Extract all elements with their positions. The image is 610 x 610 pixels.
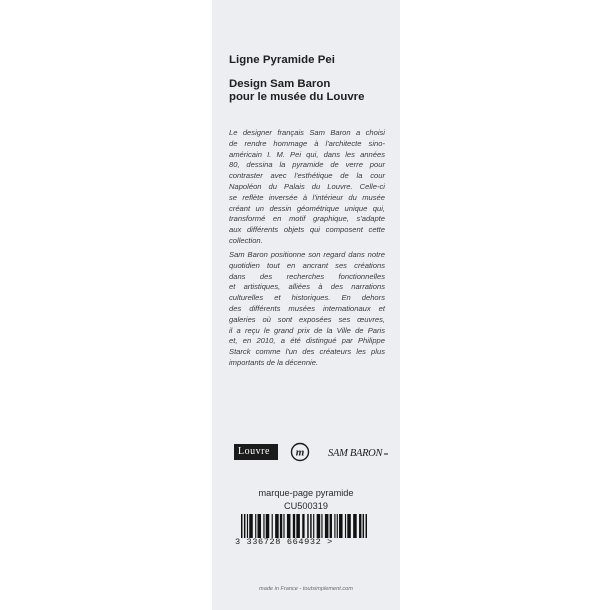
barcode-number: 3 336728 664932 > <box>235 537 333 547</box>
barcode-bar <box>275 514 279 538</box>
barcode-bar <box>321 514 322 538</box>
barcode-bar <box>287 514 291 538</box>
paragraph-line: se reflète inversée à l'intérieur du musée <box>229 192 385 202</box>
barcode <box>235 514 375 548</box>
barcode-bar <box>313 514 314 538</box>
bookmark-card <box>212 0 400 610</box>
barcode-bar <box>339 514 343 538</box>
barcode-bar <box>244 514 245 538</box>
barcode-bar <box>247 514 248 538</box>
barcode-bar <box>310 514 311 538</box>
paragraph-line: et, en 2010, a été distingué par Philippe <box>229 336 385 346</box>
m-logo-letter: m <box>295 446 305 459</box>
paragraph-line: culturelles et historiques. En dehors <box>229 293 385 303</box>
paragraph-line: Sam Baron positionne son regard dans notre <box>229 250 385 259</box>
paragraph-line: transformé en motif graphique, s'adapte <box>229 214 385 224</box>
paragraph-line: quotidien tout en ancrant ses créations <box>229 260 385 270</box>
paragraph-line: galeries où sont exposées ses œuvres, <box>229 314 385 324</box>
barcode-bar <box>296 514 300 538</box>
barcode-bar <box>293 514 295 538</box>
barcode-bar <box>257 514 261 538</box>
paragraph-line: collection. <box>229 235 263 245</box>
barcode-bar <box>366 514 367 538</box>
paragraph-history <box>229 128 385 247</box>
paragraph-line: créant un dessin géométrique unique qui, <box>229 203 385 213</box>
paragraph-line: des différents musées internationaux et <box>229 303 385 313</box>
paragraph-line: dans des recherches fonctionnelles <box>229 271 385 281</box>
paragraph-line: 80, dessina la pyramide de verre pour <box>229 160 385 170</box>
paragraph-line: aux différents objets qui composent cette <box>229 225 385 235</box>
barcode-bar <box>263 514 264 538</box>
design-title-line: pour le musée du Louvre <box>229 91 365 104</box>
barcode-bar <box>345 514 346 538</box>
sam-baron-signature <box>327 442 389 462</box>
barcode-bar <box>266 514 270 538</box>
barcode-bar <box>255 514 256 538</box>
signature-text: SAM BARON <box>328 448 383 459</box>
paragraph-line: de rendre hommage à l'architecte sino- <box>229 138 385 148</box>
paragraph-line: contraster avec l'esthétique de la cour <box>229 171 385 181</box>
paragraph-line: Napoléon du Palais du Louvre. Celle-ci <box>229 181 385 191</box>
barcode-bar <box>307 514 308 538</box>
barcode-bar <box>353 514 357 538</box>
product-code: CU500319 <box>284 501 328 511</box>
barcode-bar <box>283 514 284 538</box>
logo-row <box>229 440 389 464</box>
barcode-bar <box>272 514 273 538</box>
barcode-bars <box>235 514 375 538</box>
barcode-bar <box>359 514 361 538</box>
paragraph-line: et artistiques, alliées à des narrations <box>229 282 385 292</box>
paragraph-line: américain I. M. Pei qui, dans les années <box>229 149 385 159</box>
barcode-bar <box>363 514 364 538</box>
barcode-bar <box>241 514 242 538</box>
barcode-bar <box>330 514 332 538</box>
barcode-bar <box>302 514 304 538</box>
footer-note: made in France - toutsimplement.com <box>259 586 353 592</box>
design-title-line: Design Sam Baron <box>229 78 331 90</box>
paragraph-line: Le designer français Sam Baron a choisi <box>229 128 385 137</box>
paragraph-line: Starck comme l'un des créateurs les plus <box>229 347 385 357</box>
design-title <box>229 78 364 104</box>
line-title: Ligne Pyramide Pei <box>229 54 335 66</box>
louvre-logo: Louvre <box>234 444 278 460</box>
paragraph-line: il a reçu le grand prix de la Ville de Paris <box>229 325 385 335</box>
barcode-bar <box>337 514 338 538</box>
barcode-bar <box>317 514 321 538</box>
barcode-bar <box>334 514 335 538</box>
barcode-bar <box>347 514 351 538</box>
product-name: marque-page pyramide <box>258 488 354 498</box>
paragraph-line: importants de la décennie. <box>229 357 319 367</box>
barcode-bar <box>249 514 253 538</box>
paragraph-biography <box>229 250 385 369</box>
m-monogram-logo <box>290 442 310 462</box>
barcode-bar <box>325 514 329 538</box>
barcode-bar <box>280 514 282 538</box>
